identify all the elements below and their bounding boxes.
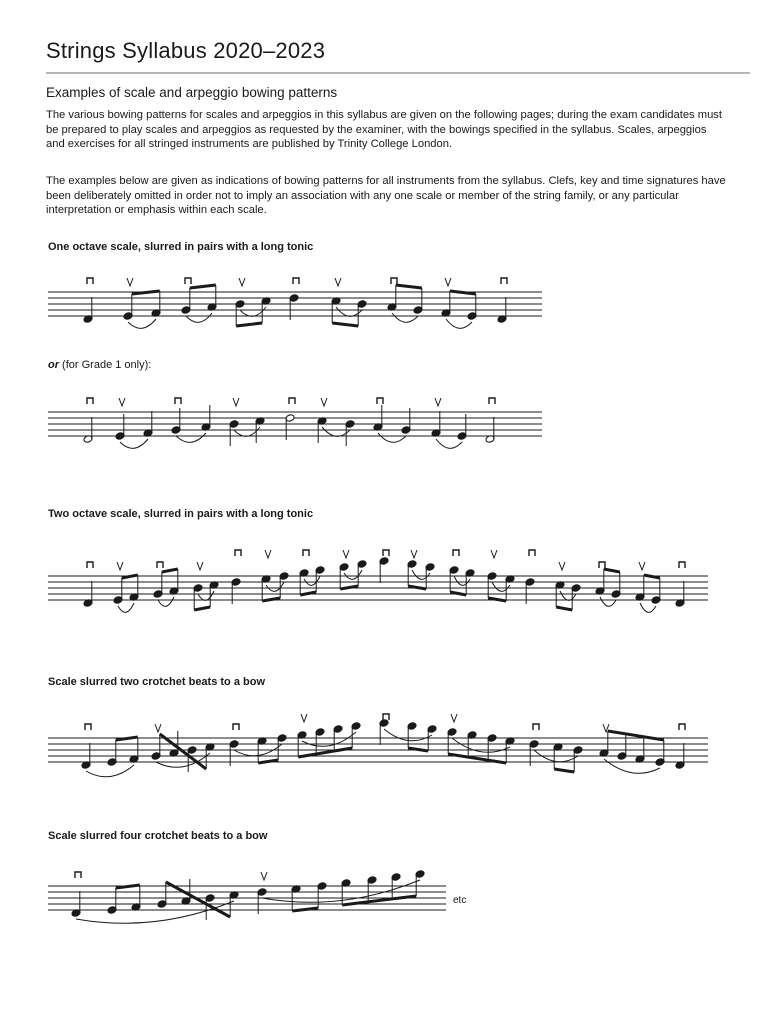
example-2-label-or: or	[48, 359, 59, 371]
etc-text: etc	[453, 895, 467, 906]
beam	[116, 885, 140, 888]
page-title: Strings Syllabus 2020–2023	[46, 38, 326, 63]
beam	[292, 908, 318, 911]
example-1-label: One octave scale, slurred in pairs with a long tonic	[48, 241, 314, 253]
intro-paragraph: The various bowing patterns for scales and arpeggios in this syllabus are given on the following pages; during the exam candidates must be prepared to play scales and arpeggios as requested by the examiner, with the bowings specified in the syllabus. Scales, arpeggios and exercises for all stringed instruments are published by Trinity College London.	[46, 109, 722, 151]
example-5-label: Scale slurred four crotchet beats to a bow	[48, 830, 268, 842]
example-3-label: Two octave scale, slurred in pairs with a long tonic	[48, 508, 314, 520]
note-paragraph: The examples below are given as indications of bowing patterns for all instruments from the syllabus. Clefs, key and time signatures have been deliberately omitted in order not to imply an association with any one scale or member of the string family, or any particular interpretation or emphasis within each scale.	[46, 175, 726, 217]
example-2-label-text: (for Grade 1 only):	[59, 359, 152, 371]
section-heading: Examples of scale and arpeggio bowing patterns	[46, 85, 338, 100]
example-4-label: Scale slurred two crotchet beats to a bow	[48, 676, 265, 688]
beam	[166, 882, 230, 917]
down-bow-mark	[75, 872, 81, 878]
up-bow-mark	[261, 872, 267, 880]
